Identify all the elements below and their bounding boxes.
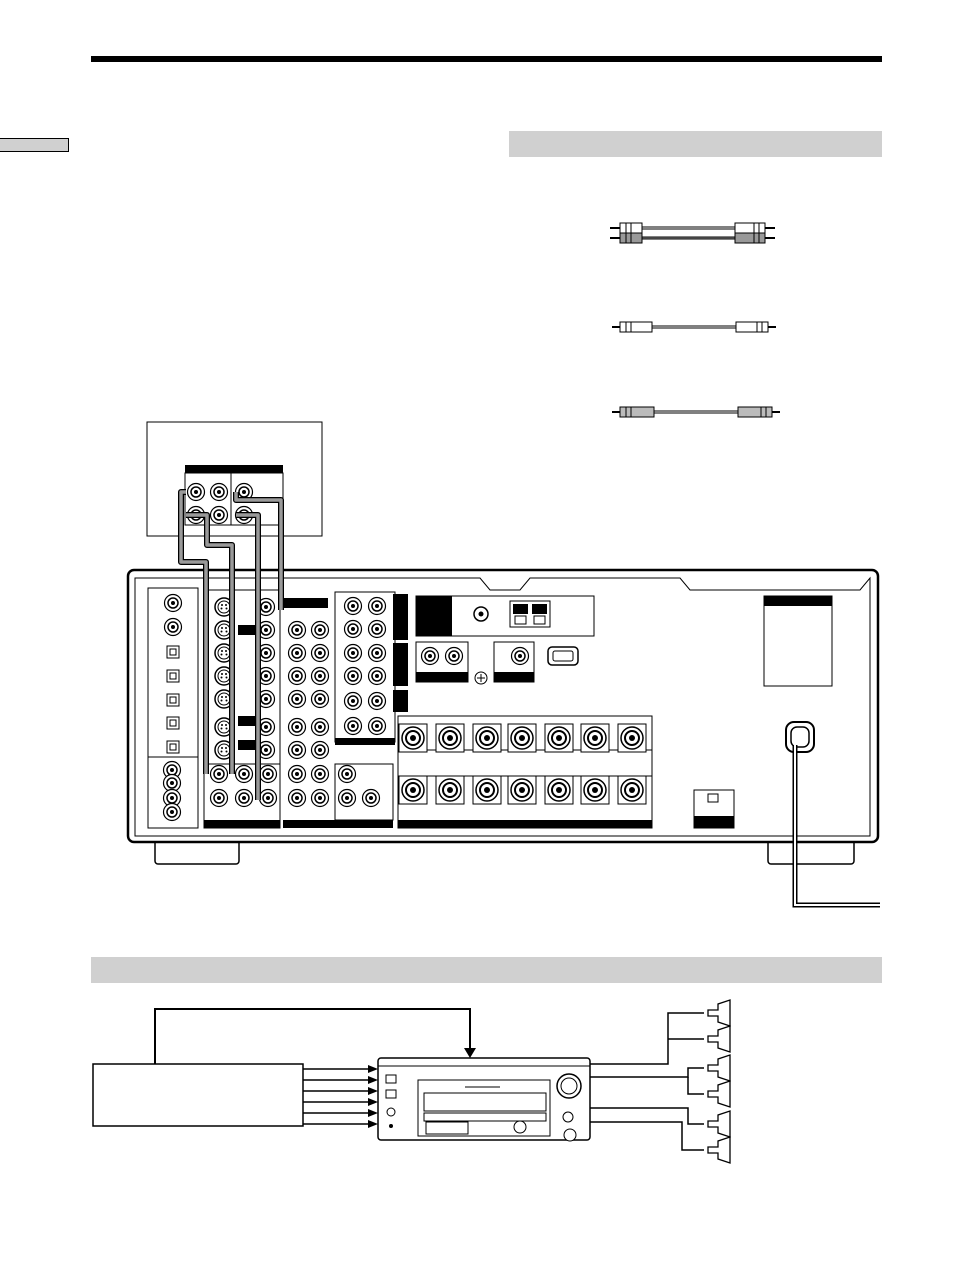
rca-video-cable-icon [612, 407, 780, 417]
speaker-icon [708, 1000, 730, 1026]
source-component [147, 422, 322, 536]
speaker-icon [708, 1026, 730, 1052]
speaker-icon [708, 1137, 730, 1163]
speaker-icon [708, 1111, 730, 1137]
rca-mono-cable-icon [612, 322, 776, 332]
block-diagram [93, 1000, 730, 1163]
receiver-rear-panel [128, 570, 880, 905]
speaker-icon [708, 1055, 730, 1081]
stereo-audio-cable-icon [610, 223, 775, 243]
speaker-icon [708, 1081, 730, 1107]
